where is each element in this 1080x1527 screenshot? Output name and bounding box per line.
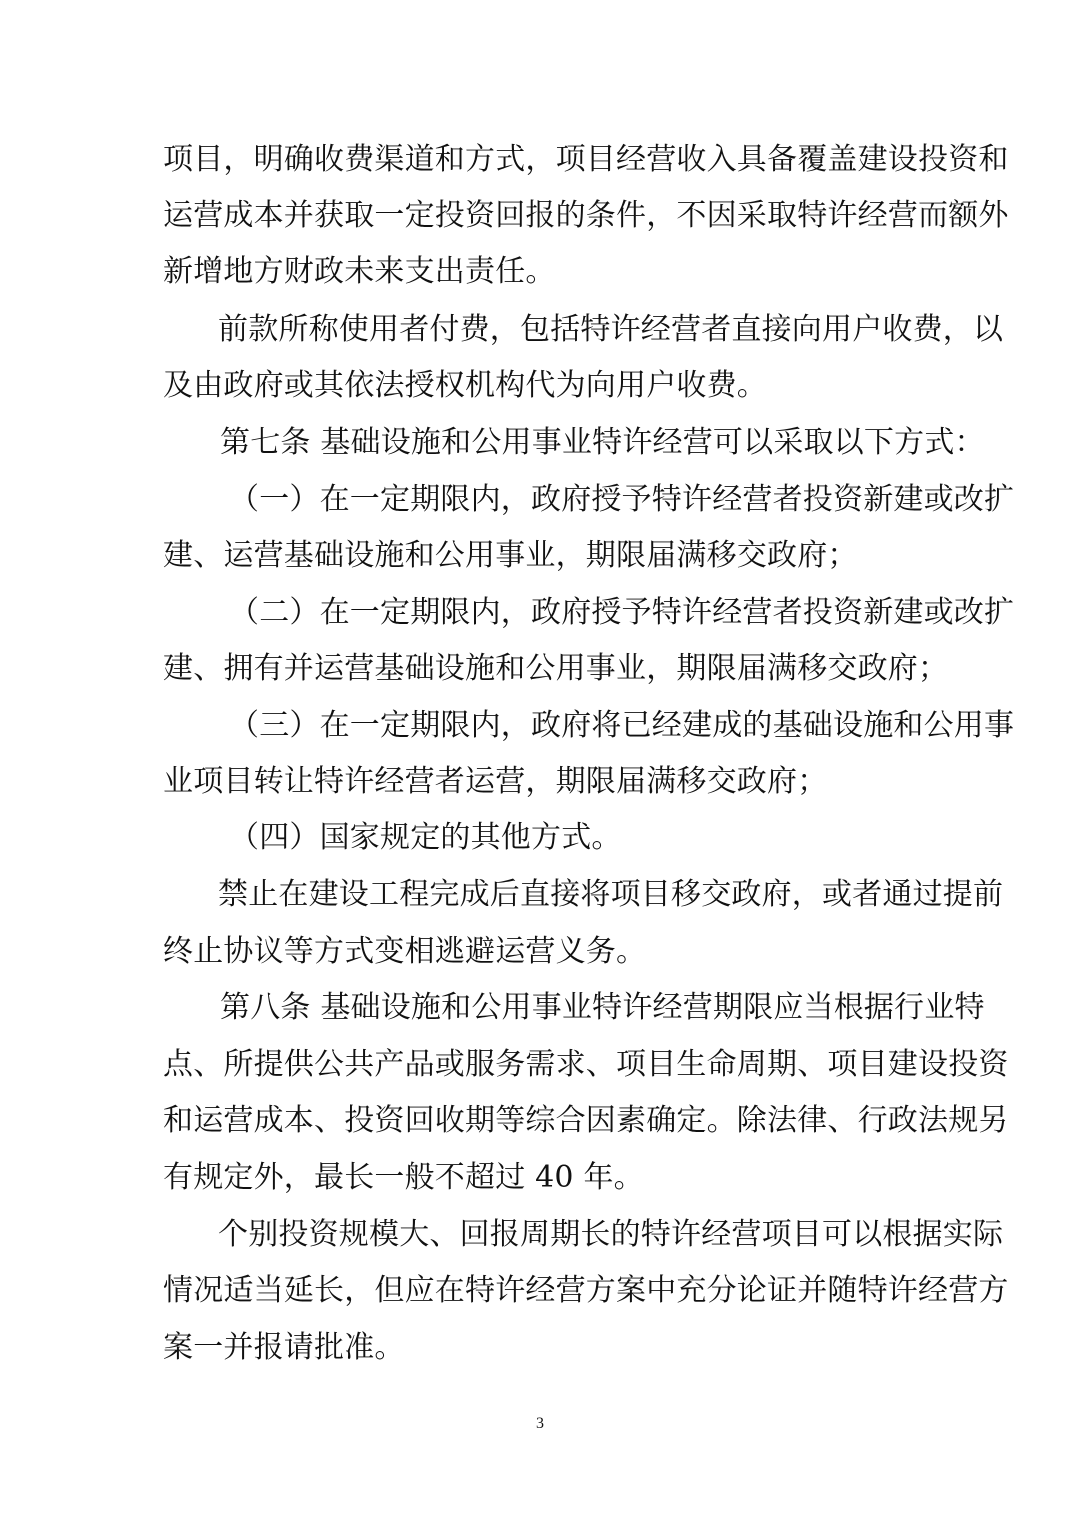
article-7-heading: 第七条 基础设施和公用事业特许经营可以采取以下方式：: [220, 425, 985, 460]
text-line: 新增地方财政未来支出责任。: [163, 254, 556, 289]
text-line: 个别投资规模大、回报周期长的特许经营项目可以根据实际: [218, 1217, 1004, 1252]
text-line: 有规定外，最长一般不超过 40 年。: [163, 1160, 644, 1195]
text-line: 建、运营基础设施和公用事业，期限届满移交政府；: [163, 538, 858, 573]
page-number: 3: [536, 1415, 544, 1432]
text-line: 运营成本并获取一定投资回报的条件，不因采取特许经营而额外: [163, 198, 1009, 233]
text-line: 情况适当延长，但应在特许经营方案中充分论证并随特许经营方: [163, 1273, 1009, 1308]
list-item-1: （一）在一定期限内，政府授予特许经营者投资新建或改扩: [229, 482, 1015, 517]
text-line: 终止协议等方式变相逃避运营义务。: [163, 934, 647, 969]
list-item-3: （三）在一定期限内，政府将已经建成的基础设施和公用事: [229, 708, 1015, 743]
text-line: 前款所称使用者付费，包括特许经营者直接向用户收费，以: [218, 312, 1004, 347]
text-line: 案一并报请批准。: [163, 1330, 405, 1365]
list-item-4: （四）国家规定的其他方式。: [229, 820, 622, 855]
text-line: 禁止在建设工程完成后直接将项目移交政府，或者通过提前: [218, 877, 1004, 912]
text-line: 点、所提供公共产品或服务需求、项目生命周期、项目建设投资: [163, 1047, 1009, 1082]
article-8-heading: 第八条 基础设施和公用事业特许经营期限应当根据行业特: [220, 990, 985, 1025]
list-item-2: （二）在一定期限内，政府授予特许经营者投资新建或改扩: [229, 595, 1015, 630]
text-line: 建、拥有并运营基础设施和公用事业，期限届满移交政府；: [163, 651, 949, 686]
text-line: 和运营成本、投资回收期等综合因素确定。除法律、行政法规另: [163, 1103, 1009, 1138]
text-line: 业项目转让特许经营者运营，期限届满移交政府；: [163, 764, 828, 799]
text-line: 及由政府或其依法授权机构代为向用户收费。: [163, 368, 767, 403]
text-line: 项目，明确收费渠道和方式，项目经营收入具备覆盖建设投资和: [163, 142, 1009, 177]
